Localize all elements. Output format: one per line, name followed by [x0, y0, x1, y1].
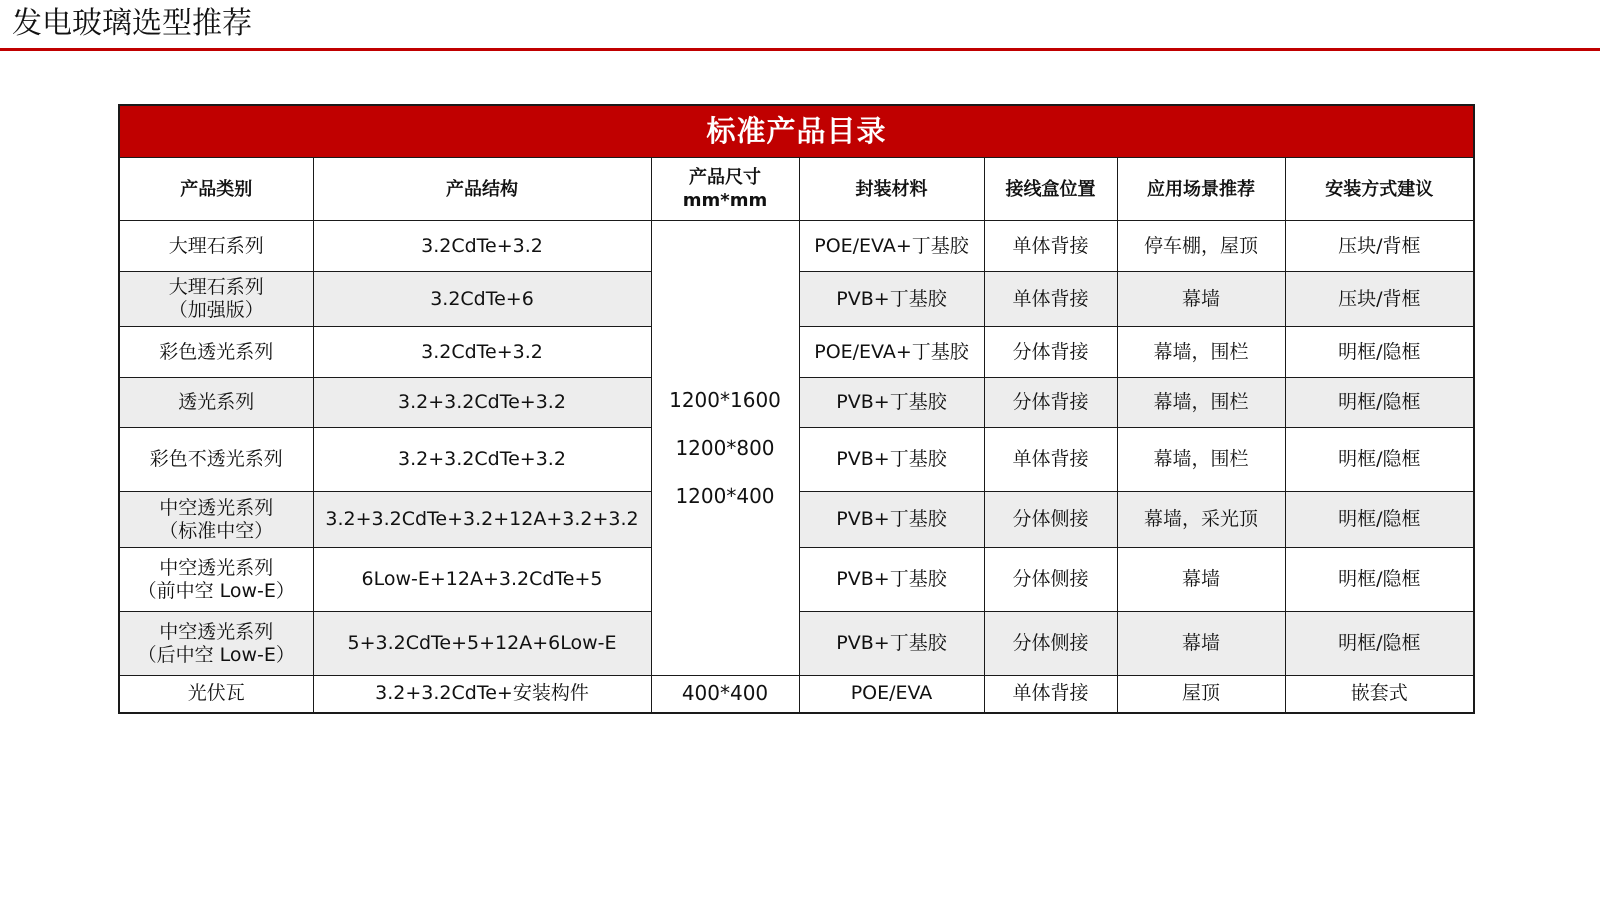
- cell-junction: 分体侧接: [984, 612, 1117, 676]
- product-catalog-table: [118, 104, 1475, 714]
- cell-install: 压块/背框: [1285, 272, 1474, 327]
- cell-install: 压块/背框: [1285, 221, 1474, 272]
- cell-install: 明框/隐框: [1285, 378, 1474, 428]
- cell-scenario: 屋顶: [1117, 676, 1285, 713]
- cell-scenario: 停车棚，屋顶: [1117, 221, 1285, 272]
- cell-junction: 单体背接: [984, 221, 1117, 272]
- page-title: 发电玻璃选型推荐: [12, 6, 252, 41]
- category-line: 彩色透光系列: [159, 340, 274, 363]
- category-line: 透光系列: [178, 391, 255, 413]
- category-subline: （加强版）: [168, 299, 264, 321]
- cell-install: 嵌套式: [1285, 676, 1474, 713]
- header-size-unit: mm*mm: [682, 190, 768, 211]
- cell-category: [119, 221, 313, 272]
- cell-material: POE/EVA+丁基胶: [799, 221, 984, 272]
- cell-material: PVB+丁基胶: [799, 612, 984, 676]
- cell-junction: 分体侧接: [984, 492, 1117, 548]
- header-install: 安装方式建议: [1285, 158, 1474, 221]
- cell-scenario: 幕墙，围栏: [1117, 327, 1285, 378]
- cell-structure: 5+3.2CdTe+5+12A+6Low-E: [313, 612, 651, 676]
- cell-junction: 单体背接: [984, 676, 1117, 713]
- size-option: 1200*400: [675, 484, 775, 508]
- cell-material: PVB+丁基胶: [799, 378, 984, 428]
- cell-junction: 单体背接: [984, 272, 1117, 327]
- cell-material: PVB+丁基胶: [799, 492, 984, 548]
- cell-material: POE/EVA: [799, 676, 984, 713]
- cell-structure: 3.2CdTe+3.2: [313, 221, 651, 272]
- cell-category: [119, 612, 313, 676]
- cell-category: [119, 492, 313, 548]
- category-line: 中空透光系列: [159, 496, 274, 519]
- cell-scenario: 幕墙，采光顶: [1117, 492, 1285, 548]
- cell-scenario: 幕墙: [1117, 272, 1285, 327]
- cell-material: PVB+丁基胶: [799, 272, 984, 327]
- cell-category: [119, 327, 313, 378]
- header-size-label: 产品尺寸: [689, 167, 761, 188]
- table-banner: 标准产品目录: [119, 105, 1474, 158]
- size-option: 1200*1600: [669, 388, 781, 412]
- cell-scenario: 幕墙，围栏: [1117, 378, 1285, 428]
- cell-scenario: 幕墙，围栏: [1117, 428, 1285, 492]
- cell-install: 明框/隐框: [1285, 327, 1474, 378]
- category-line: 中空透光系列: [159, 620, 274, 643]
- header-row: [119, 158, 1474, 221]
- cell-junction: 分体背接: [984, 378, 1117, 428]
- cell-category: 光伏瓦: [119, 676, 313, 713]
- cell-install: 明框/隐框: [1285, 428, 1474, 492]
- cell-structure: 3.2+3.2CdTe+安装构件: [313, 676, 651, 713]
- category-subline: （后中空 Low-E）: [137, 643, 295, 666]
- cell-material: PVB+丁基胶: [799, 428, 984, 492]
- cell-junction: 分体背接: [984, 327, 1117, 378]
- cell-category: [119, 378, 313, 428]
- header-category: 产品类别: [119, 158, 313, 221]
- cell-material: PVB+丁基胶: [799, 548, 984, 612]
- cell-structure: 3.2CdTe+3.2: [313, 327, 651, 378]
- cell-install: 明框/隐框: [1285, 548, 1474, 612]
- cell-category: [119, 428, 313, 492]
- table-row: [119, 676, 1474, 713]
- cell-junction: 单体背接: [984, 428, 1117, 492]
- cell-junction: 分体侧接: [984, 548, 1117, 612]
- cell-category: [119, 272, 313, 327]
- size-option: 1200*800: [675, 436, 775, 460]
- cell-install: 明框/隐框: [1285, 492, 1474, 548]
- header-scenario: 应用场景推荐: [1117, 158, 1285, 221]
- category-line: 彩色不透光系列: [149, 448, 283, 470]
- cell-size: 400*400: [651, 676, 799, 713]
- cell-structure: 3.2CdTe+6: [313, 272, 651, 327]
- header-material: 封装材料: [799, 158, 984, 221]
- category-line: 中空透光系列: [159, 556, 274, 579]
- category-line: 大理石系列: [168, 276, 264, 298]
- category-subline: （前中空 Low-E）: [137, 579, 295, 602]
- cell-size-shared: [651, 221, 799, 676]
- cell-structure: 3.2+3.2CdTe+3.2: [313, 378, 651, 428]
- cell-scenario: 幕墙: [1117, 612, 1285, 676]
- cell-category: [119, 548, 313, 612]
- header-size: [651, 158, 799, 221]
- cell-material: POE/EVA+丁基胶: [799, 327, 984, 378]
- table-row: [119, 221, 1474, 272]
- cell-structure: 6Low-E+12A+3.2CdTe+5: [313, 548, 651, 612]
- header-structure: 产品结构: [313, 158, 651, 221]
- cell-install: 明框/隐框: [1285, 612, 1474, 676]
- cell-structure: 3.2+3.2CdTe+3.2: [313, 428, 651, 492]
- category-subline: （标准中空）: [159, 519, 274, 542]
- cell-scenario: 幕墙: [1117, 548, 1285, 612]
- title-divider: [0, 48, 1600, 51]
- cell-structure: 3.2+3.2CdTe+3.2+12A+3.2+3.2: [313, 492, 651, 548]
- header-junction: 接线盒位置: [984, 158, 1117, 221]
- category-line: 大理石系列: [168, 234, 264, 257]
